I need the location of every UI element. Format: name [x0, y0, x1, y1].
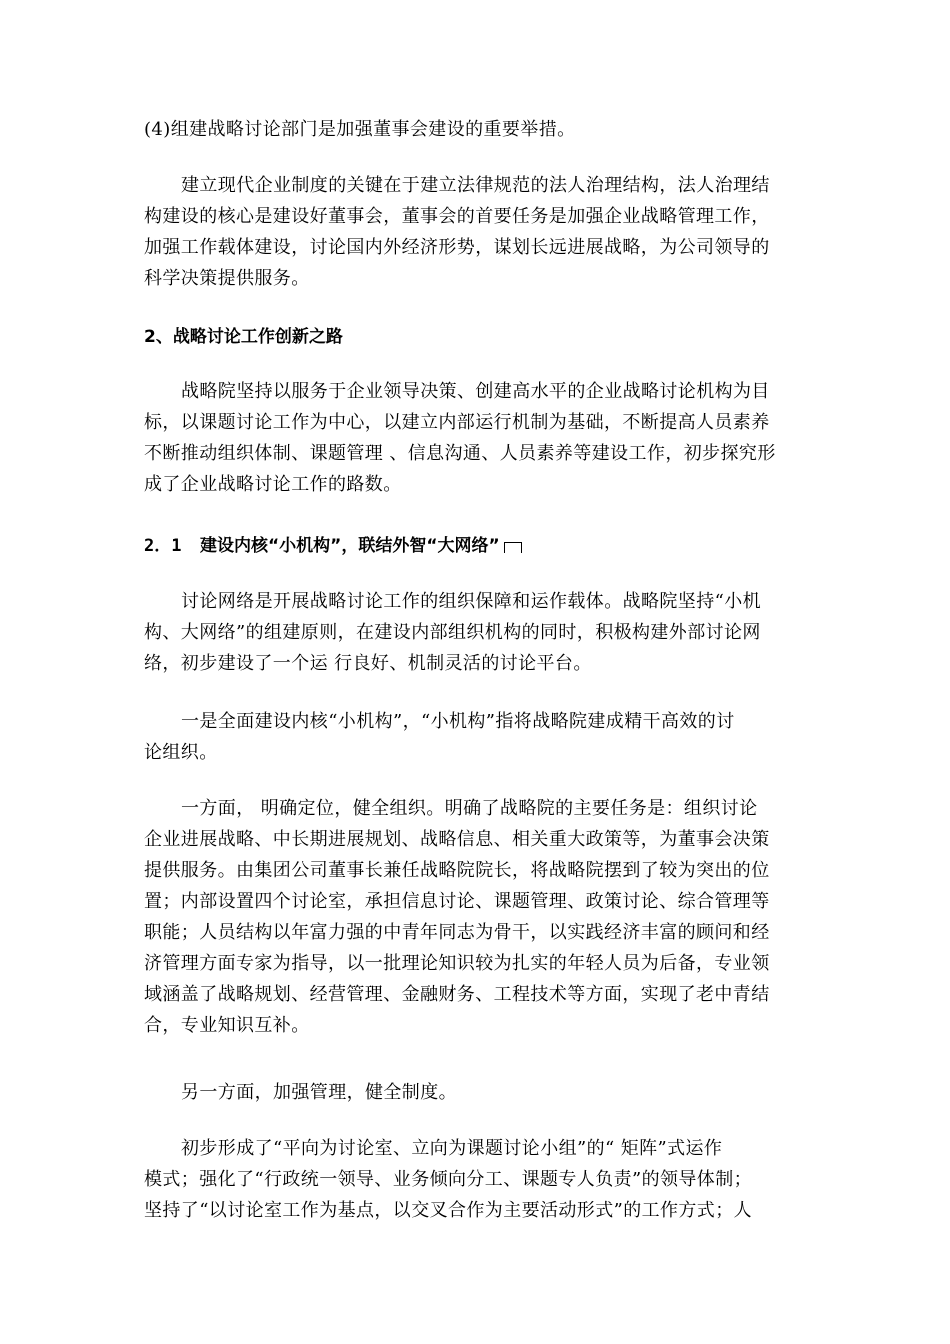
heading-text: 建设内核“小机构”，联结外智“大网络” — [200, 536, 500, 556]
text-line: 企业进展战略、中长期进展规划、战略信息、相关重大政策等，为董事会决策 — [144, 829, 770, 850]
text-line: 济管理方面专家为指导，以一批理论知识较为扎实的年轻人员为后备，专业领 — [144, 953, 770, 974]
text-line: 建立现代企业制度的关键在于建立法律规范的法人治理结构，法人治理结 — [181, 175, 770, 196]
text-line: 讨论网络是开展战略讨论工作的组织保障和运作载体。战略院坚持“小机 — [181, 591, 761, 612]
paragraph-management — [144, 1077, 806, 1108]
paragraph-network — [144, 586, 806, 679]
heading-number: 2．1 — [144, 536, 182, 556]
paragraph-small-org — [144, 706, 806, 768]
paragraph-matrix-mode — [144, 1133, 806, 1226]
text-line: 论组织。 — [144, 742, 218, 763]
text-line: 合，专业知识互补。 — [144, 1015, 310, 1036]
text-line: 提供服务。由集团公司董事长兼任战略院院长，将战略院摆到了较为突出的位 — [144, 860, 770, 881]
section-heading-2-1 — [144, 534, 522, 558]
paragraph-positioning — [144, 793, 806, 1041]
paragraph-strategy-institute — [144, 376, 806, 500]
text-line: 域涵盖了战略规划、经营管理、金融财务、工程技术等方面，实现了老中青结 — [144, 984, 770, 1005]
text-line: 不断推动组织体制、课题管理 、信息沟通、人员素养等建设工作，初步探究形 — [144, 443, 776, 464]
text-line: 模式；强化了“行政统一领导、业务倾向分工、课题专人负责”的领导体制； — [144, 1169, 753, 1190]
text-line: 标，以课题讨论工作为中心，以建立内部运行机制为基础，不断提高人员素养 — [144, 412, 770, 433]
text-line: 络，初步建设了一个运 行良好、机制灵活的讨论平台。 — [144, 653, 592, 674]
text-line: 构、大网络”的组建原则，在建设内部组织机构的同时，积极构建外部讨论网 — [144, 622, 761, 643]
paragraph-governance — [144, 170, 806, 294]
item-4-text: (4)组建战略讨论部门是加强董事会建设的重要举措。 — [144, 119, 576, 140]
text-line: 科学决策提供服务。 — [144, 268, 310, 289]
text-line: 加强工作载体建设，讨论国内外经济形势，谋划长远进展战略，为公司领导的 — [144, 237, 770, 258]
text-line: 一方面， 明确定位，健全组织。明确了战略院的主要任务是：组织讨论 — [181, 798, 758, 819]
section-heading-2: 2、战略讨论工作创新之路 — [144, 327, 343, 347]
text-line: 成了企业战略讨论工作的路数。 — [144, 474, 402, 495]
text-line: 战略院坚持以服务于企业领导决策、创建高水平的企业战略讨论机构为目 — [181, 381, 770, 402]
text-line: 职能；人员结构以年富力强的中青年同志为骨干，以实践经济丰富的顾问和经 — [144, 922, 770, 943]
list-item-4 — [144, 114, 806, 145]
text-line: 一是全面建设内核“小机构”，“小机构”指将战略院建成精干高效的讨 — [181, 711, 735, 732]
text-line: 构建设的核心是建设好董事会，董事会的首要任务是加强企业战略管理工作， — [144, 206, 770, 227]
text-line: 初步形成了“平向为讨论室、立向为课题讨论小组”的“ 矩阵”式运作 — [181, 1138, 723, 1159]
text-line: 坚持了“以讨论室工作为基点，以交叉合作为主要活动形式”的工作方式；人 — [144, 1200, 753, 1221]
text-line: 另一方面，加强管理，健全制度。 — [181, 1082, 457, 1103]
bracket-mark-icon — [504, 542, 522, 553]
text-line: 置；内部设置四个讨论室，承担信息讨论、课题管理、政策讨论、综合管理等 — [144, 891, 770, 912]
